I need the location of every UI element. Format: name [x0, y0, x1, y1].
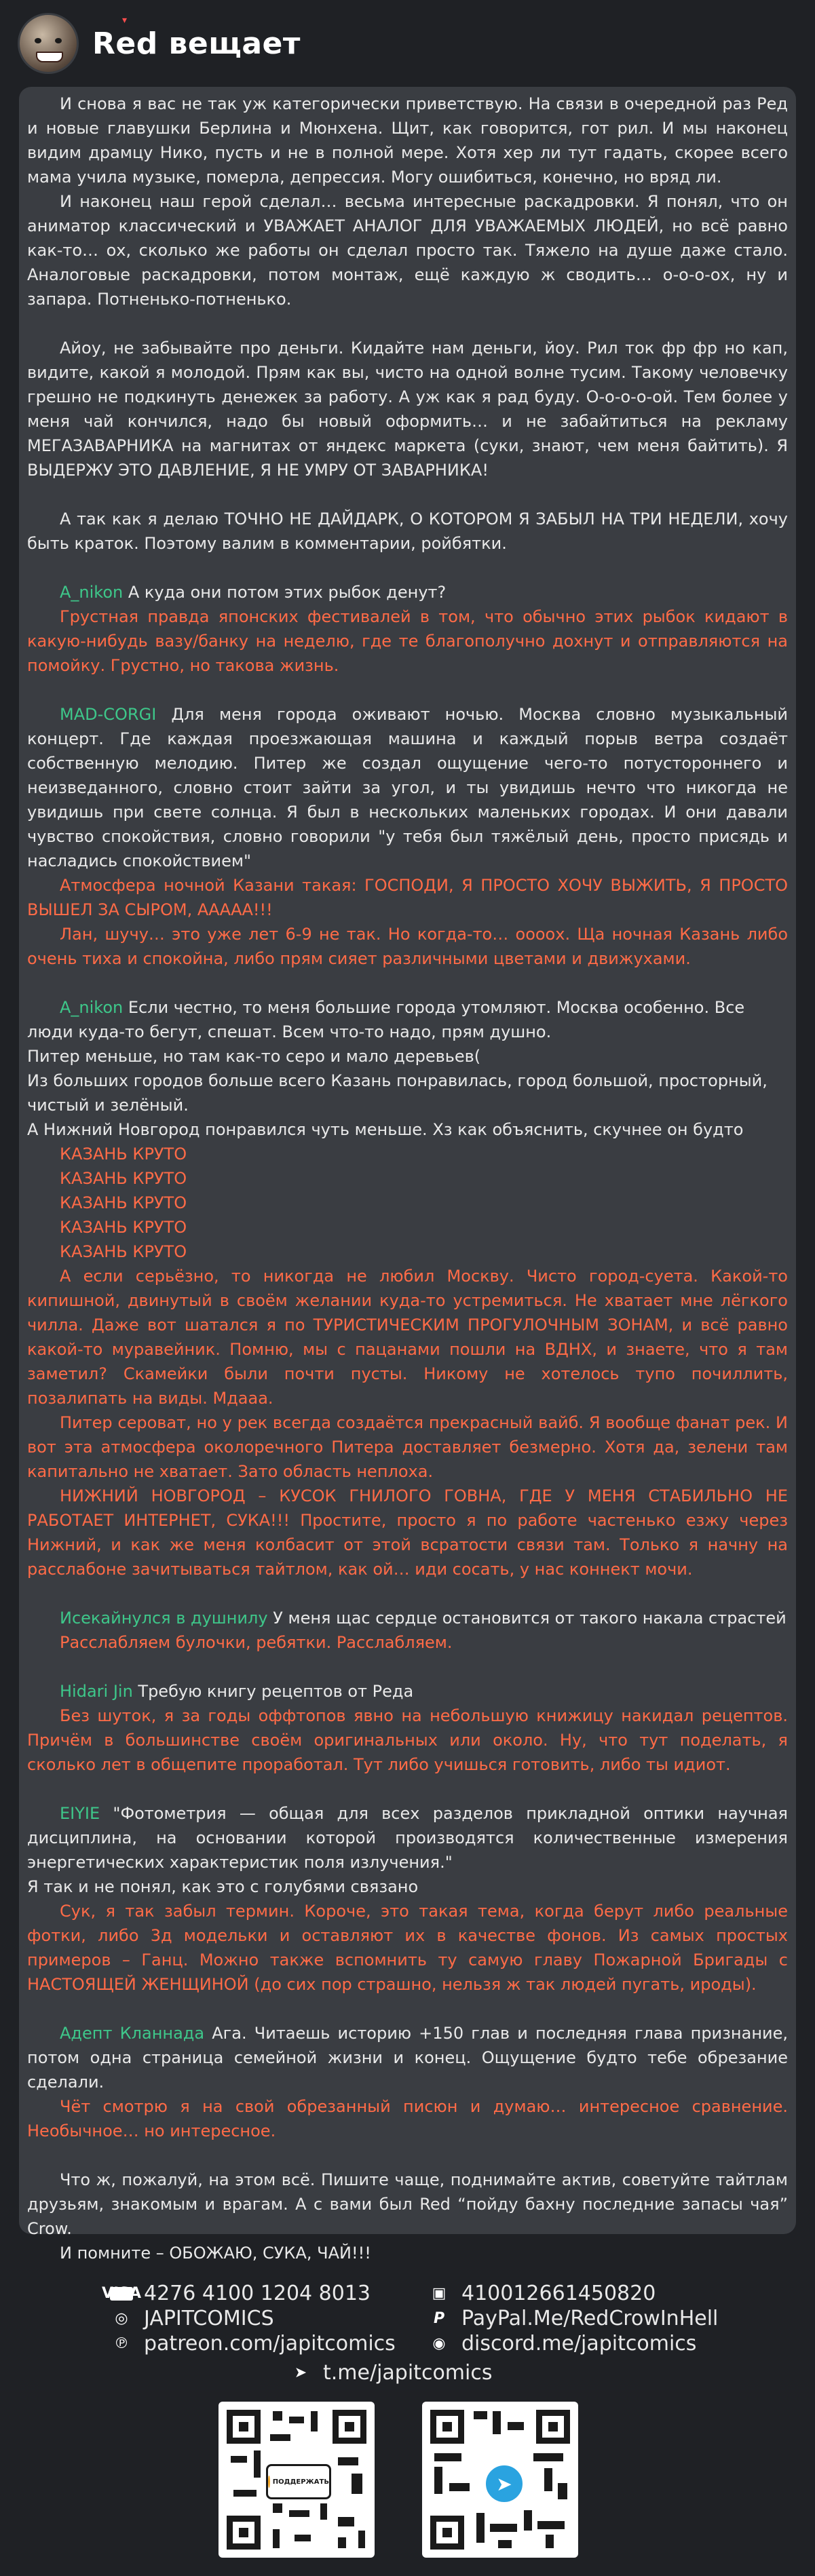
comment-author: MAD-CORGI — [60, 705, 157, 724]
reply-line: КАЗАНЬ КРУТО — [60, 1145, 187, 1164]
comment: MAD-CORGI Для меня города оживают ночью. Москва словно музыкальный концерт. Где каждая проезжающая машина и каждый порыв ветра создаёт собственную мелодию. Питер же создал ощущение чего-то потустороннего и неизведанного, словно стоит зайти за угол, и ты увидишь нечто что никогда не увидишь при свете солнца. Я был в нескольких маленьких городах. И они давали чувство спокойствия, словно говорили "у тебя был тяжёлый день, просто присядь и насладись спокойствием" — [27, 705, 788, 870]
reply-line: КАЗАНЬ КРУТО — [60, 1218, 187, 1237]
outro: Что ж, пожалуй, на этом всё. Пишите чаще, поднимайте актив, советуйте тайтлам друзьям, знакомым и врагам. А с вами был Red “пойду бахну последние запасы чая” Crow. — [27, 2170, 788, 2238]
page-title: ▾ Red вещает — [92, 14, 301, 61]
patreon-link[interactable]: ℗ patreon.com/japitcomics — [110, 2332, 396, 2356]
comment-author: A_nikon — [60, 998, 124, 1017]
donate-badge: ПОДДЕРЖАТЬ — [266, 2464, 331, 2499]
header — [0, 0, 815, 87]
comment-line: Питер меньше, но там как-то серо и мало деревьев( — [27, 1047, 481, 1066]
paypal-icon: P — [433, 2310, 445, 2327]
reply: Лан, шучу… это уже лет 6-9 не так. Но когда-то… ооооx. Ща ночная Казань либо очень тиха и спокойна, либо прям сияет различными цветами и движухами. — [27, 925, 788, 968]
comment-author: A_nikon — [60, 583, 124, 602]
yoomoney-icon: ▣ — [432, 2285, 447, 2302]
reply: Расслабляем булочки, ребятки. Расслабляем. — [60, 1633, 453, 1652]
visa-icon: VISA — [101, 2285, 142, 2302]
avatar — [18, 13, 79, 74]
comment-line: Из больших городов больше всего Казань понравилась, город большой, просторный, чистый и зелёный. — [27, 1071, 767, 1115]
coin-icon — [268, 2476, 270, 2488]
japit-row: ◎ JAPITCOMICS — [110, 2307, 274, 2330]
comment-author: Исекайнулся в душнилу — [60, 1609, 268, 1628]
discord-icon: ◉ — [432, 2335, 446, 2352]
reply: А если серьёзно, то никогда не любил Москву. Чисто город-суета. Какой-то кипишной, двинутый в своём желании куда-то устремиться. Не хватает мне лёгкого чилла. Даже вот шатался я по ТУРИСТИЧЕСКИМ ПРОГУЛОЧНЫМ ЗОНАМ, и всё равно какой-то муравейник. Помню, мы с пацанами пошли на ВДНХ, и знаете, что я там заметил? Скамейки были почти пусты. Никому не хотелось тупо почиллить, позалипать на виды. Мдааа. — [27, 1267, 788, 1408]
reply: Грустная правда японских фестивалей в том, что обычно этих рыбок кидают в какую-нибудь вазу/банку на неделю, где те благополучно дохнут и отправляются на помойку. Грустно, но такова жизнь. — [27, 607, 788, 675]
comment-line: Я так и не понял, как это с голубями связано — [27, 1877, 419, 1896]
comment-author: Адепт Кланнада — [60, 2024, 205, 2043]
comment: EIYIE "Фотометрия — общая для всех разделов прикладной оптики научная дисциплина, на основании которой производятся количественные измерения энергетических характеристик поля излучения." — [27, 1804, 788, 1872]
yoomoney-row: ▣ 410012661450820 — [428, 2282, 656, 2305]
paypal-link[interactable]: P PayPal.Me/RedCrowInHell — [428, 2307, 718, 2330]
paragraph: И снова я вас не так уж категорически приветствую. На связи в очередной раз Ред и новые главушки Берлина и Мюнхена. Щит, как говорится, гот рил. И мы наконец видим драмцу Нико, пусть и не в полной мере. Хотя хер ли тут гадать, скорее всего мама учила музыке, померла, депрессия. Могу ошибиться, конечно, но вряд ли. — [27, 94, 788, 187]
comment-line: А Нижний Новгород понравился чуть меньше. Хз как объяснить, скучнее он будто — [27, 1120, 744, 1139]
telegram-link[interactable]: ➤ t.me/japitcomics — [289, 2361, 492, 2385]
comment: Адепт Кланнада Ага. Читаешь историю +150 глав и последняя глава признание, потом одна страница семейной жизни и конец. Ощущение будто тебе обрезание сделали. — [27, 2024, 788, 2092]
outro-slogan: И помните – ОБОЖАЮ, СУКА, ЧАЙ!!! — [60, 2244, 371, 2263]
horns-icon: ▾ — [122, 14, 128, 26]
reply: Питер сероват, но у рек всегда создаётся прекрасный вайб. Я вообще фанат рек. И вот эта атмосфера околоречного Питера доставляет безмерно. Хотя да, зелени там капитально не хватает. Зато область неплоха. — [27, 1413, 788, 1481]
reply: Без шуток, я за годы оффтопов явно на небольшую книжицу накидал рецептов. Причём в большинстве своём оригинальных или около. Ну, что тут поделать, я сколько лет в общепите проработал. Тут либо учишься готовить, либо ты идиот. — [27, 1706, 788, 1774]
paragraph: Айоу, не забывайте про деньги. Кидайте нам деньги, йоу. Рил ток фр фр но кап, видите, какой я молодой. Прям как вы, чисто на одной волне тусим. Такому человечку грешно не подкинуть денежек за работу. А уж как я рад буду. О-о-о-о-ой. Тем более у меня чай кончился, надо бы новый оформить… и не забайтиться на рекламу МЕГАЗАВАРНИКА на магнитах от яндекс маркета (суки, знают, чем меня байтить). Я ВЫДЕРЖУ ЭТО ДАВЛЕНИЕ, Я НЕ УМРУ ОТ ЗАВАРНИКА! — [27, 339, 788, 480]
telegram-badge-icon: ➤ — [482, 2461, 527, 2506]
patreon-icon: ℗ — [114, 2335, 129, 2352]
comment-author: Hidari Jin — [60, 1682, 133, 1701]
card-number-row: VISA 4276 4100 1204 8013 — [101, 2282, 371, 2305]
comment: A_nikon А куда они потом этих рыбок денут? — [60, 583, 447, 602]
telegram-qr-code[interactable] — [422, 2402, 578, 2558]
comment: Исекайнулся в душнилу У меня щас сердце остановится от такого накала страстей — [60, 1609, 786, 1628]
reply: Атмосфера ночной Казани такая: ГОСПОДИ, Я ПРОСТО ХОЧУ ВЫЖИТЬ, Я ПРОСТО ВЫШЕЛ ЗА СЫРОМ, ААААА!!! — [27, 876, 788, 919]
reply-line: КАЗАНЬ КРУТО — [60, 1242, 187, 1261]
reply: НИЖНИЙ НОВГОРОД – КУСОК ГНИЛОГО ГОВНА, ГДЕ У МЕНЯ СТАБИЛЬНО НЕ РАБОТАЕТ ИНТЕРНЕТ, СУКА!!! Простите, просто я по работе частенько езжу через Нижний, и как же меня колбасит от этой всратости связи там. Только я начну на расслабоне зачитываться тайтлом, как ой… иди сосать, у нас коннект мочи. — [27, 1486, 788, 1579]
paragraph: И наконец наш герой сделал… весьма интересные раскадровки. Я понял, что он аниматор классический и УВАЖАЕТ АНАЛОГ ДЛЯ УВАЖАЕМЫХ ЛЮДЕЙ, но всё равно как-то… ох, сколько же работы он сделал просто так. Тяжело на душе даже стало. Аналоговые раскадровки, потом монтаж, ещё каждую ж сводить… о-о-о-ох, ну и запара. Потненько-потненько. — [27, 192, 788, 309]
japit-icon: ◎ — [115, 2310, 128, 2327]
reply: Сук, я так забыл термин. Короче, это такая тема, когда берут либо реальные фотки, либо 3д модельки и оставляют их в качестве фонов. Из самых простых примеров – Ганц. Можно также вспомнить ту самую главу Пожарной Бригады с НАСТОЯЩЕЙ ЖЕНЩИНОЙ (до сих пор страшно, нельзя ж так людей пугать, ироды). — [27, 1902, 788, 1994]
discord-link[interactable]: ◉ discord.me/japitcomics — [428, 2332, 696, 2356]
paragraph: А так как я делаю ТОЧНО НЕ ДАЙДАРК, О КОТОРОМ Я ЗАБЫЛ НА ТРИ НЕДЕЛИ, хочу быть краток. Поэтому валим в комментарии, ройбятки. — [27, 510, 788, 553]
reply-line: КАЗАНЬ КРУТО — [60, 1193, 187, 1212]
reply-line: КАЗАНЬ КРУТО — [60, 1169, 187, 1188]
comment-author: EIYIE — [60, 1804, 100, 1823]
donate-qr-code[interactable] — [219, 2402, 375, 2558]
telegram-icon: ➤ — [294, 2364, 307, 2381]
reply: Чёт смотрю я на свой обрезанный писюн и думаю… интересное сравнение. Необычное… но интересное. — [27, 2097, 788, 2140]
comment: Hidari Jin Требую книгу рецептов от Реда — [60, 1682, 414, 1701]
post-content — [27, 92, 788, 2265]
comment: A_nikon Если честно, то меня большие города утомляют. Москва особенно. Все люди куда-то бегут, спешат. Всем что-то надо, прям душно. — [27, 998, 745, 1041]
